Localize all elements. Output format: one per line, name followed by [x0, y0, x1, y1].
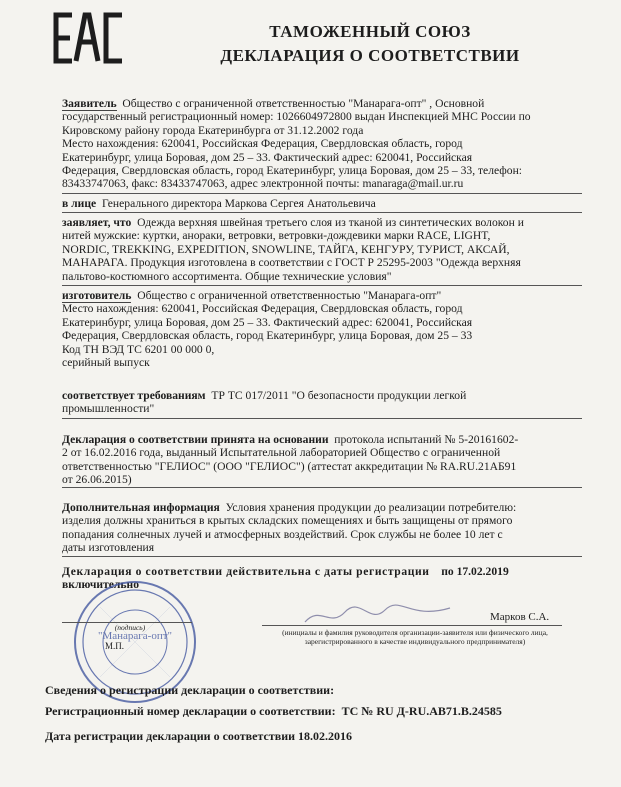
registration-date-label: Дата регистрации декларации о соответствии	[45, 729, 296, 743]
additional-t4: даты изготовления	[62, 541, 155, 555]
name-line	[262, 625, 562, 626]
manufacturer-t3: Екатеринбург, улица Боровая, дом 25 – 33. Фактический адрес: 620041, Российская	[62, 315, 473, 329]
mp-label: М.П.	[105, 641, 125, 651]
basis-t3: ответственностью "ГЕЛИОС" (ООО "ГЕЛИОС") (аттестат аккредитации № RA.RU.21АБ91	[62, 459, 517, 473]
eac-mark-icon	[52, 10, 126, 66]
manufacturer-t6: серийный выпуск	[62, 356, 150, 370]
eac-logo	[52, 10, 126, 66]
applicant-text3: Кировскому району города Екатеринбурга от 31.12.2002 года	[62, 123, 364, 137]
declares-t2: нитей мужские: куртки, анораки, ветровки, ветровки-дождевики марки RACE, LIGHT,	[62, 229, 491, 243]
signer-note2: зарегистрированного в качестве индивидуального предпринимателя)	[304, 637, 526, 646]
signer-name: Марков С.А.	[490, 611, 550, 623]
basis-label: Декларация о соответствии принята на основании	[62, 433, 329, 446]
declares-block	[62, 216, 582, 283]
basis-block	[62, 433, 582, 487]
additional-t1: Условия хранения продукции до реализации потребителю:	[225, 501, 517, 514]
additional-t3: попадания солнечных лучей и атмосферных воздействий. Срок службы не более 10 лет с	[62, 527, 503, 541]
conformity-t2: промышленности"	[62, 402, 155, 416]
additional-t2: изделия должны храниться в крытых складских помещениях и быть защищены от прямого	[62, 514, 513, 528]
registration-heading: Сведения о регистрации декларации о соответствии:	[45, 683, 335, 697]
conformity-t1: ТР ТС 017/2011 "О безопасности продукции легкой	[211, 389, 467, 402]
stamp-text: "Манарага-опт"	[97, 630, 173, 642]
divider	[62, 487, 582, 488]
document-title	[160, 20, 580, 68]
conformity-block	[62, 389, 562, 416]
divider	[62, 212, 582, 213]
applicant-loc3: Федерация, Свердловская область, город Екатеринбург, улица Боровая, дом 25 – 33, телефон:	[62, 164, 523, 178]
applicant-block	[62, 97, 582, 191]
divider	[62, 285, 582, 286]
conformity-label: соответствует требованиям	[62, 389, 206, 402]
title-union: ТАМОЖЕННЫЙ СОЮЗ	[269, 22, 471, 41]
manufacturer-t1: Общество с ограниченной ответственностью "Манарага-опт"	[137, 289, 442, 302]
signer-note	[255, 628, 575, 646]
basis-t2: 2 от 16.02.2016 года, выданный Испытательной лабораторией Общество с ограниченной	[62, 446, 501, 460]
registration-number-label: Регистрационный номер декларации о соответствии:	[45, 704, 336, 718]
signer-note1: (инициалы и фамилия руководителя организации-заявителя или физического лица,	[282, 628, 548, 637]
additional-label: Дополнительная информация	[62, 501, 220, 514]
title-declaration: ДЕКЛАРАЦИЯ О СООТВЕТСТВИИ	[220, 46, 520, 65]
declares-label: заявляет, что	[62, 216, 132, 229]
divider	[62, 556, 582, 557]
additional-block	[62, 501, 582, 555]
declares-t1: Одежда верхняя швейная третьего слоя из тканой из синтетических волокон и	[137, 216, 524, 229]
basis-t4: от 26.06.2015)	[62, 473, 132, 487]
validity-until: по 17.02.2019	[441, 565, 509, 578]
manufacturer-t4: Федерация, Свердловская область, город Екатеринбург, улица Боровая, дом 25 – 33	[62, 329, 473, 343]
manufacturer-label: изготовитель	[62, 289, 132, 302]
validity-label2: включительно	[62, 578, 140, 592]
person-text: Генерального директора Маркова Сергея Анатольевича	[101, 197, 376, 210]
divider	[62, 193, 582, 194]
declares-t5: пальтово-костюмного ассортимента. Общие технические условия"	[62, 269, 392, 283]
applicant-text1: Общество с ограниченной ответственностью "Манарага-опт" , Основной	[122, 97, 485, 110]
applicant-label: Заявитель	[62, 97, 117, 110]
declares-t3: NORDIC, TREKKING, EXPEDITION, SNOWLINE, ТАЙГА, КЕНГУРУ, ТУРИСТ, АКСАЙ,	[62, 242, 510, 256]
manufacturer-block	[62, 289, 582, 369]
sign-caption: (подпись)	[114, 623, 146, 632]
applicant-loc4: 83433747063, факс: 83433747063, адрес электронной почты: manaraga@mail.ur.ru	[62, 177, 464, 191]
manufacturer-t2: Место нахождения: 620041, Российская Федерация, Свердловская область, город	[62, 302, 463, 316]
applicant-text2: государственный регистрационный номер: 1026604972800 выдан Инспекцией МНС России по	[62, 110, 531, 124]
divider	[62, 418, 582, 419]
applicant-loc2: Екатеринбург, улица Боровая, дом 25 – 33. Фактический адрес: 620041, Российская	[62, 150, 473, 164]
basis-t1: протокола испытаний № 5-20161602-	[334, 433, 519, 446]
manufacturer-t5: Код ТН ВЭД ТС 6201 00 000 0,	[62, 342, 215, 356]
person-block	[62, 197, 582, 210]
registration-date: 18.02.2016	[298, 729, 353, 743]
applicant-loc1: Место нахождения: 620041, Российская Федерация, Свердловская область, город	[62, 137, 463, 151]
registration-block	[45, 683, 585, 743]
registration-number: ТС № RU Д-RU.АВ71.В.24585	[341, 704, 502, 718]
validity-label1: Декларация о соответствии действительна с даты регистрации	[62, 565, 430, 578]
person-label: в лице	[62, 197, 97, 210]
declares-t4: МАНАРАГА. Продукция изготовлена в соответствии с ГОСТ Р 25295-2003 "Одежда верхняя	[62, 256, 521, 270]
